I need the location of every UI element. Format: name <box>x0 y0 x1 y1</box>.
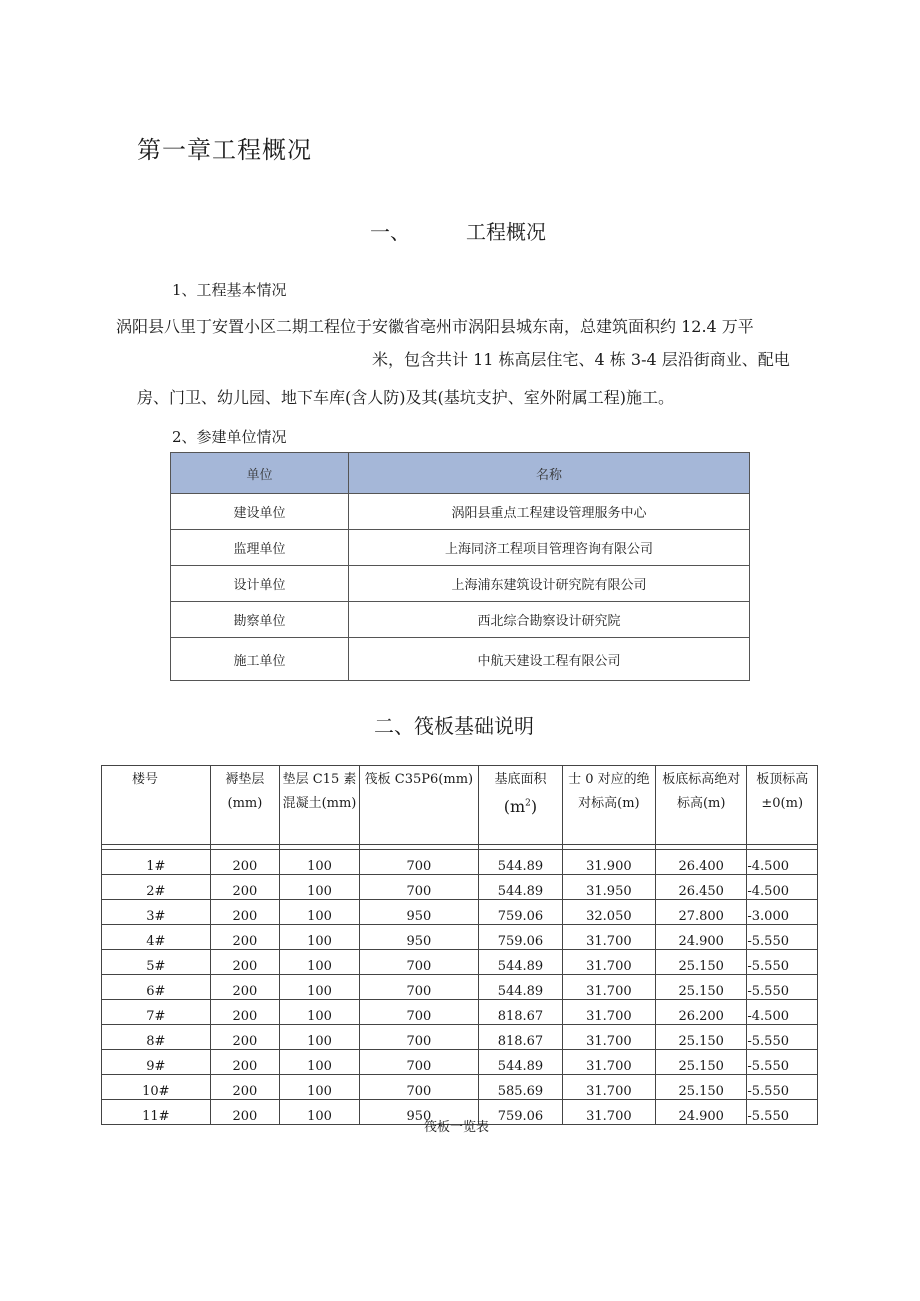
cell-top-elev: -4.500 <box>747 1000 818 1025</box>
cell-zero-elev: 31.700 <box>562 1100 655 1125</box>
cell-bedding-mm: 100 <box>280 1100 359 1125</box>
cell-building-no: 4# <box>102 925 211 950</box>
cell-cushion-mm: 200 <box>210 1025 280 1050</box>
cell-cushion-mm: 200 <box>210 1000 280 1025</box>
cell-raft-mm: 700 <box>359 950 478 975</box>
cell-top-elev: -5.550 <box>747 1100 818 1125</box>
table-row <box>102 900 818 925</box>
subsection2-title: 2、参建单位情况 <box>172 428 287 446</box>
cell-base-area: 544.89 <box>479 950 563 975</box>
header-area <box>479 766 563 845</box>
header-area-close: ) <box>530 797 538 817</box>
cell-top-elev: -5.550 <box>747 1050 818 1075</box>
cell-building-no: 10# <box>102 1075 211 1100</box>
table-row <box>171 638 750 681</box>
cell-raft-mm: 700 <box>359 850 478 875</box>
cell-bottom-elev: 26.200 <box>656 1000 747 1025</box>
header-zero-elev <box>562 766 655 845</box>
table-row <box>102 975 818 1000</box>
cell-base-area: 818.67 <box>479 1025 563 1050</box>
cell-base-area: 759.06 <box>479 925 563 950</box>
subsection1-title: 1、工程基本情况 <box>172 281 287 299</box>
raft-table-caption: 筏板一览表 <box>424 1120 490 1135</box>
cell-raft-mm: 950 <box>359 925 478 950</box>
cell-cushion-mm: 200 <box>210 1075 280 1100</box>
header-zero-elev-l2: 对标高(m) <box>578 796 640 811</box>
table-row <box>171 566 750 602</box>
unit-role: 设计单位 <box>171 566 349 602</box>
header-bedding-l2: 混凝土(mm) <box>282 796 357 811</box>
cell-building-no: 11# <box>102 1100 211 1125</box>
cell-bottom-elev: 25.150 <box>656 1075 747 1100</box>
table-row <box>102 1050 818 1075</box>
cell-zero-elev: 31.700 <box>562 975 655 1000</box>
cell-top-elev: -5.550 <box>747 950 818 975</box>
header-bedding <box>280 766 359 845</box>
header-bedding-l1: 垫层 C15 素 <box>282 772 357 787</box>
cell-bedding-mm: 100 <box>280 975 359 1000</box>
cell-top-elev: -3.000 <box>747 900 818 925</box>
paragraph-line-1: 涡阳县八里丁安置小区二期工程位于安徽省亳州市涡阳县城东南，总建筑面积约 12.4 万平 <box>116 317 754 336</box>
header-bottom-elev <box>656 766 747 845</box>
table-row <box>102 950 818 975</box>
unit-role: 监理单位 <box>171 530 349 566</box>
table-row <box>102 1000 818 1025</box>
unit-name: 上海同济工程项目管理咨询有限公司 <box>349 530 750 566</box>
section2-title: 二、筏板基础说明 <box>374 714 534 738</box>
cell-bottom-elev: 25.150 <box>656 1050 747 1075</box>
header-area-sup: 2 <box>525 799 531 809</box>
units-header-unit: 单位 <box>171 453 349 494</box>
cell-bedding-mm: 100 <box>280 925 359 950</box>
table-row <box>102 925 818 950</box>
chapter-title: 第一章工程概况 <box>137 136 312 164</box>
cell-raft-mm: 950 <box>359 900 478 925</box>
header-zero-elev-l1: 士 0 对应的绝 <box>568 772 650 787</box>
cell-building-no: 1# <box>102 850 211 875</box>
cell-zero-elev: 31.700 <box>562 950 655 975</box>
cell-zero-elev: 31.700 <box>562 1075 655 1100</box>
cell-bedding-mm: 100 <box>280 1050 359 1075</box>
cell-bottom-elev: 25.150 <box>656 975 747 1000</box>
cell-zero-elev: 31.700 <box>562 925 655 950</box>
header-area-l1: 基底面积 <box>494 772 547 787</box>
cell-cushion-mm: 200 <box>210 975 280 1000</box>
cell-cushion-mm: 200 <box>210 1100 280 1125</box>
unit-role: 施工单位 <box>171 638 349 681</box>
unit-role: 建设单位 <box>171 494 349 530</box>
cell-raft-mm: 700 <box>359 1075 478 1100</box>
table-row <box>171 602 750 638</box>
cell-bottom-elev: 26.400 <box>656 850 747 875</box>
cell-top-elev: -5.550 <box>747 1075 818 1100</box>
table-row <box>102 1025 818 1050</box>
cell-base-area: 544.89 <box>479 1050 563 1075</box>
cell-cushion-mm: 200 <box>210 950 280 975</box>
table-row <box>171 530 750 566</box>
header-cushion <box>210 766 280 845</box>
cell-bedding-mm: 100 <box>280 1075 359 1100</box>
cell-cushion-mm: 200 <box>210 875 280 900</box>
table-row <box>102 875 818 900</box>
cell-bottom-elev: 27.800 <box>656 900 747 925</box>
cell-raft-mm: 700 <box>359 1000 478 1025</box>
cell-top-elev: -5.550 <box>747 925 818 950</box>
unit-name: 涡阳县重点工程建设管理服务中心 <box>349 494 750 530</box>
cell-bottom-elev: 26.450 <box>656 875 747 900</box>
cell-raft-mm: 700 <box>359 1050 478 1075</box>
cell-bedding-mm: 100 <box>280 900 359 925</box>
cell-zero-elev: 32.050 <box>562 900 655 925</box>
cell-building-no: 5# <box>102 950 211 975</box>
cell-cushion-mm: 200 <box>210 1050 280 1075</box>
cell-building-no: 2# <box>102 875 211 900</box>
unit-name: 上海浦东建筑设计研究院有限公司 <box>349 566 750 602</box>
cell-bedding-mm: 100 <box>280 950 359 975</box>
units-table-header <box>171 453 750 494</box>
units-header-name: 名称 <box>349 453 750 494</box>
header-building <box>102 766 211 845</box>
header-top-elev-l2: ±0(m) <box>761 796 804 811</box>
cell-base-area: 544.89 <box>479 875 563 900</box>
header-building-label: 楼号 <box>132 772 159 787</box>
paragraph-line-3: 房、门卫、幼儿园、地下车库(含人防)及其(基坑支护、室外附属工程)施工。 <box>137 388 674 407</box>
cell-cushion-mm: 200 <box>210 925 280 950</box>
cell-cushion-mm: 200 <box>210 850 280 875</box>
cell-building-no: 6# <box>102 975 211 1000</box>
cell-raft-mm: 700 <box>359 875 478 900</box>
header-top-elev <box>747 766 818 845</box>
cell-raft-mm: 950 <box>359 1100 478 1125</box>
cell-zero-elev: 31.700 <box>562 1000 655 1025</box>
units-table <box>170 452 750 681</box>
cell-base-area: 544.89 <box>479 975 563 1000</box>
cell-zero-elev: 31.900 <box>562 850 655 875</box>
cell-top-elev: -5.550 <box>747 975 818 1000</box>
cell-building-no: 7# <box>102 1000 211 1025</box>
header-cushion-l1: 褥垫层 <box>225 772 265 787</box>
cell-raft-mm: 700 <box>359 1025 478 1050</box>
section1-number: 一、 <box>370 220 410 244</box>
unit-name: 西北综合勘察设计研究院 <box>349 602 750 638</box>
cell-bedding-mm: 100 <box>280 1025 359 1050</box>
header-top-elev-l1: 板顶标高 <box>756 772 809 787</box>
cell-base-area: 759.06 <box>479 1100 563 1125</box>
table-row <box>171 494 750 530</box>
cell-zero-elev: 31.700 <box>562 1025 655 1050</box>
raft-table-header <box>102 766 818 845</box>
header-bottom-elev-l2: 标高(m) <box>676 796 726 811</box>
cell-bottom-elev: 25.150 <box>656 950 747 975</box>
cell-base-area: 544.89 <box>479 850 563 875</box>
unit-role: 勘察单位 <box>171 602 349 638</box>
cell-bedding-mm: 100 <box>280 850 359 875</box>
cell-bottom-elev: 25.150 <box>656 1025 747 1050</box>
cell-zero-elev: 31.950 <box>562 875 655 900</box>
paragraph-line-2: 米，包含共计 11 栋高层住宅、4 栋 3-4 层沿街商业、配电 <box>372 350 790 369</box>
raft-table-body <box>102 850 818 1125</box>
raft-table <box>101 765 818 1125</box>
header-bottom-elev-l1: 板底标高绝对 <box>662 772 741 787</box>
cell-building-no: 8# <box>102 1025 211 1050</box>
cell-bedding-mm: 100 <box>280 875 359 900</box>
cell-base-area: 818.67 <box>479 1000 563 1025</box>
cell-top-elev: -5.550 <box>747 1025 818 1050</box>
cell-bedding-mm: 100 <box>280 1000 359 1025</box>
section1-title: 工程概况 <box>466 220 546 244</box>
cell-bottom-elev: 24.900 <box>656 925 747 950</box>
cell-zero-elev: 31.700 <box>562 1050 655 1075</box>
cell-bottom-elev: 24.900 <box>656 1100 747 1125</box>
header-cushion-l2: (mm) <box>227 796 263 811</box>
header-raft-l1: 筏板 C35P6(mm) <box>364 772 474 787</box>
table-row <box>102 850 818 875</box>
table-row <box>102 1075 818 1100</box>
unit-name: 中航天建设工程有限公司 <box>349 638 750 681</box>
header-area-unit: (m <box>503 797 526 817</box>
cell-base-area: 759.06 <box>479 900 563 925</box>
cell-building-no: 9# <box>102 1050 211 1075</box>
cell-cushion-mm: 200 <box>210 900 280 925</box>
header-raft <box>359 766 478 845</box>
cell-building-no: 3# <box>102 900 211 925</box>
cell-raft-mm: 700 <box>359 975 478 1000</box>
cell-base-area: 585.69 <box>479 1075 563 1100</box>
cell-top-elev: -4.500 <box>747 875 818 900</box>
cell-top-elev: -4.500 <box>747 850 818 875</box>
